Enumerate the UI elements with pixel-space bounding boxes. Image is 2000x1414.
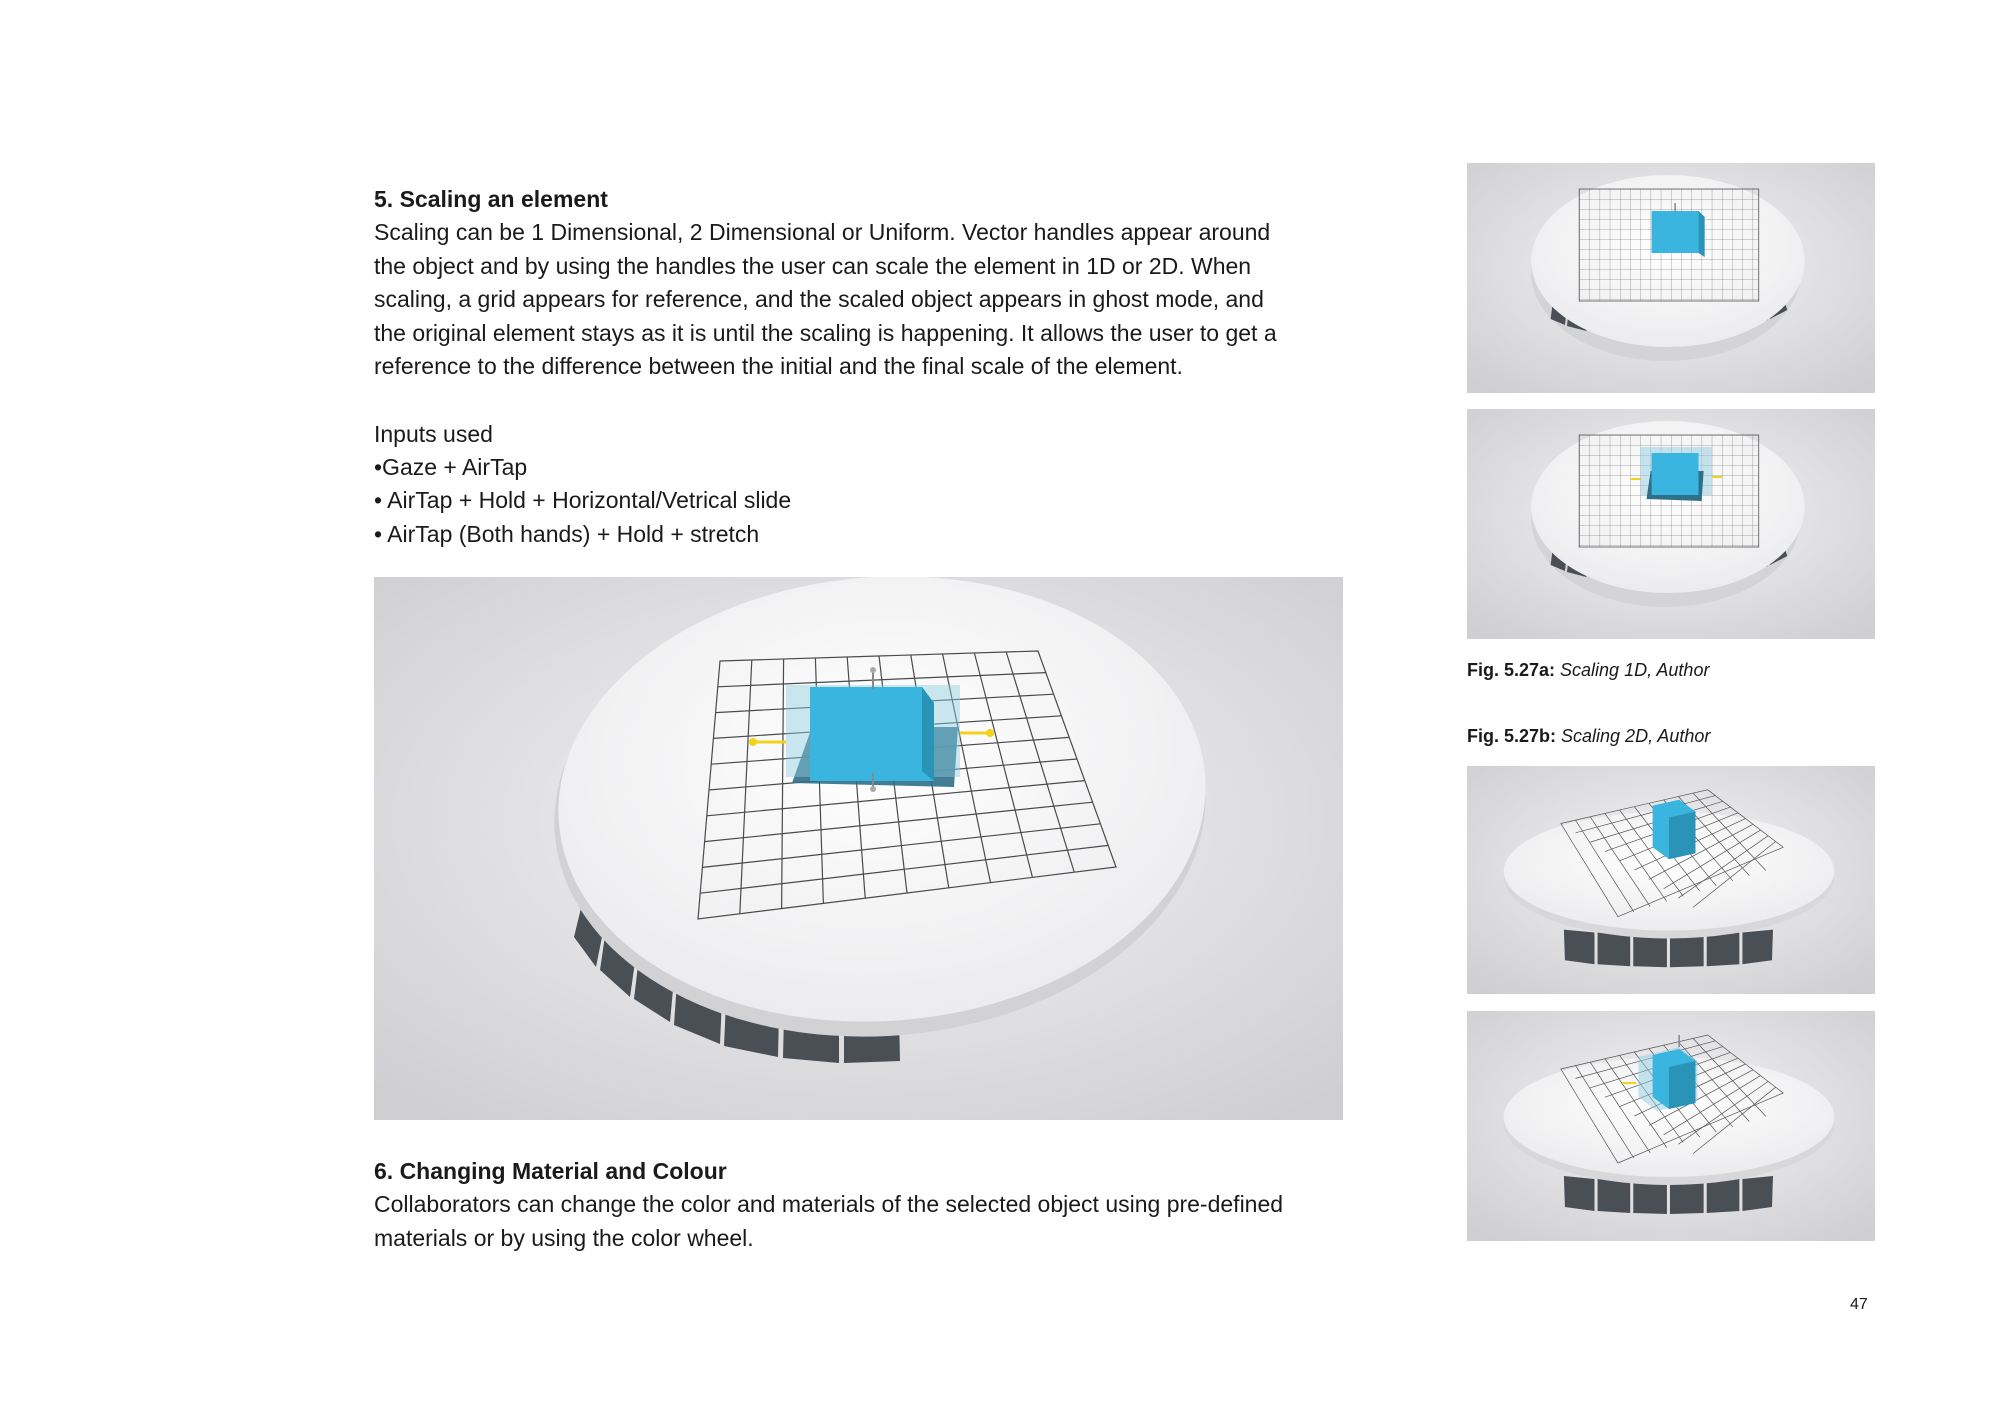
inputs-list-item: • AirTap (Both hands) + Hold + stretch	[374, 520, 760, 547]
section-6-paragraph	[374, 1188, 1349, 1255]
figure-scaling-2d-b	[1467, 1011, 1875, 1241]
inputs-list-item: • AirTap + Hold + Horizontal/Vetrical slide	[374, 487, 792, 513]
paragraph-line: scaling, a grid appears for reference, and the scaled object appears in ghost mode, and	[374, 286, 1264, 312]
section-6	[374, 1154, 1349, 1255]
figure-scaling-1d-b-image	[1467, 409, 1875, 639]
main-column	[374, 182, 1349, 551]
caption-label: Fig. 5.27a:	[1467, 660, 1556, 680]
section-5-paragraph	[374, 216, 1349, 384]
paragraph-line: the original element stays as it is until the scaling is happening. It allows the user to get a	[374, 319, 1277, 346]
figure-scaling-1d-a	[1467, 163, 1875, 393]
paragraph-line: Collaborators can change the color and materials of the selected object using pre-defined	[374, 1191, 1284, 1217]
caption-text: Scaling 2D, Author	[1556, 726, 1711, 746]
figure-scaling-2d-b-image	[1467, 1011, 1875, 1241]
figure-scaling-1d-a-image	[1467, 163, 1875, 393]
caption-text: Scaling 1D, Author	[1555, 660, 1710, 680]
inputs-list	[374, 451, 1349, 552]
figure-scaling-2d-a-image	[1467, 766, 1875, 994]
paragraph-line: the object and by using the handles the user can scale the element in 1D or 2D. When	[374, 252, 1252, 279]
figure-main-scaling-image	[374, 577, 1343, 1120]
figure-caption-b	[1467, 725, 1710, 747]
paragraph-line: materials or by using the color wheel.	[374, 1224, 754, 1251]
figure-scaling-1d-b	[1467, 409, 1875, 639]
figure-caption-a	[1467, 659, 1709, 681]
figure-main-scaling	[374, 577, 1343, 1120]
section-6-heading: 6. Changing Material and Colour	[374, 1158, 727, 1184]
paragraph-line: Scaling can be 1 Dimensional, 2 Dimensional or Uniform. Vector handles appear around	[374, 219, 1271, 245]
inputs-heading: Inputs used	[374, 420, 493, 447]
page-number: 47	[1850, 1296, 1868, 1313]
paragraph-line: reference to the difference between the initial and the final scale of the element.	[374, 353, 1183, 379]
inputs-list-item: •Gaze + AirTap	[374, 453, 528, 480]
figure-scaling-2d-a	[1467, 766, 1875, 994]
section-5-heading: 5. Scaling an element	[374, 186, 608, 212]
caption-label: Fig. 5.27b:	[1467, 726, 1557, 746]
